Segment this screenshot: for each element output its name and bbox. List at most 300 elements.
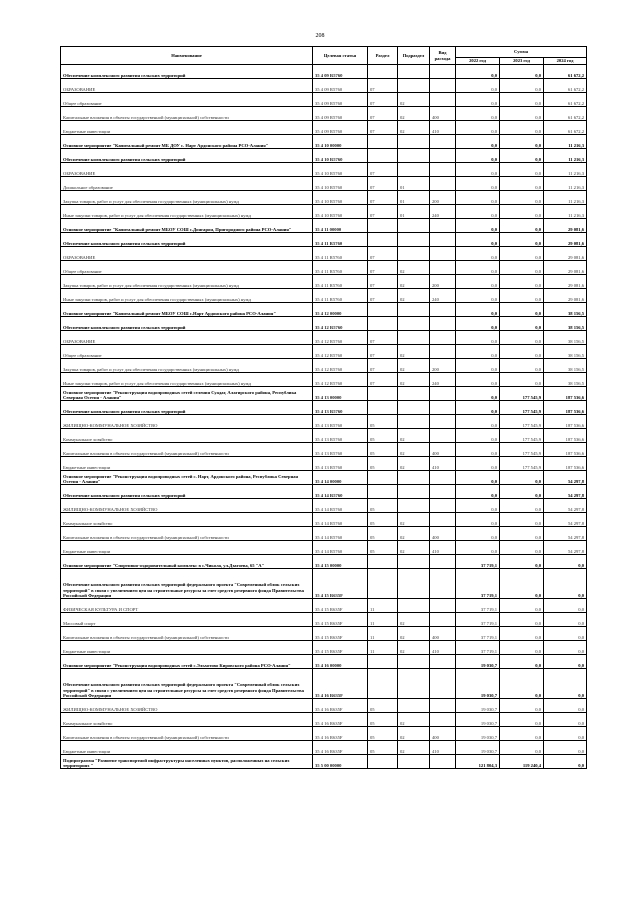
row-2022: 0,0: [456, 177, 500, 191]
row-2022: 0,0: [456, 303, 500, 317]
row-expense-type: [430, 429, 456, 443]
table-row: [61, 79, 587, 93]
row-expense-type: [430, 669, 456, 699]
row-name: Обеспечение комплексного развития сельских территорий федерального проекта "Современный облик сельских территорий" в связи с увеличением цен на строительные ресурсы за счет средств резервного фонда Правительства Российской Федерации: [61, 669, 313, 699]
row-expense-type: 200: [430, 359, 456, 373]
row-2022: 0,0: [456, 135, 500, 149]
row-name: Общее образование: [61, 261, 313, 275]
row-2023: 0,0: [500, 233, 544, 247]
row-section: 07: [368, 93, 398, 107]
table-row: [61, 331, 587, 345]
row-expense-type: 400: [430, 443, 456, 457]
table-row: [61, 191, 587, 205]
table-row: [61, 499, 587, 513]
row-name: Закупка товаров, работ и услуг для обеспечения государственных (муниципальных) нужд: [61, 275, 313, 289]
row-section: [368, 669, 398, 699]
row-section: [368, 317, 398, 331]
row-target: 35 4 09 R5760: [313, 107, 368, 121]
row-2023: 0,0: [500, 163, 544, 177]
row-2024: 61 672,2: [544, 107, 587, 121]
row-target: 35 4 11 R5760: [313, 247, 368, 261]
table-row: [61, 121, 587, 135]
row-2023: 0,0: [500, 331, 544, 345]
row-target: 35 4 09 R5760: [313, 121, 368, 135]
table-row: [61, 641, 587, 655]
row-2023: 0,0: [500, 177, 544, 191]
row-subsection: [398, 135, 430, 149]
row-name: Обеспечение комплексного развития сельских территорий: [61, 65, 313, 79]
row-name: Бюджетные инвестиции: [61, 457, 313, 471]
row-target: 35 4 10 R5760: [313, 163, 368, 177]
row-subsection: 02: [398, 275, 430, 289]
row-section: 05: [368, 713, 398, 727]
row-2022: 121 804,3: [456, 755, 500, 769]
row-name: Массовый спорт: [61, 613, 313, 627]
row-target: 35 4 13 00000: [313, 387, 368, 401]
row-expense-type: [430, 499, 456, 513]
row-section: 11: [368, 599, 398, 613]
row-expense-type: [430, 485, 456, 499]
row-2024: 0,0: [544, 613, 587, 627]
row-2024: 187 536,6: [544, 387, 587, 401]
row-name: Капитальные вложения в объекты государственной (муниципальной) собственности: [61, 627, 313, 641]
row-subsection: [398, 655, 430, 669]
row-2024: 38 156,5: [544, 345, 587, 359]
row-name: ОБРАЗОВАНИЕ: [61, 79, 313, 93]
row-expense-type: [430, 471, 456, 485]
table-row: [61, 655, 587, 669]
table-row: [61, 727, 587, 741]
row-expense-type: [430, 65, 456, 79]
row-subsection: [398, 387, 430, 401]
row-2024: 38 156,5: [544, 359, 587, 373]
row-expense-type: [430, 699, 456, 713]
row-2024: 54 297,8: [544, 527, 587, 541]
row-section: [368, 219, 398, 233]
row-2023: 0,0: [500, 247, 544, 261]
row-2024: 61 672,2: [544, 93, 587, 107]
row-2023: 0,0: [500, 79, 544, 93]
row-expense-type: [430, 149, 456, 163]
table-row: [61, 135, 587, 149]
table-row: [61, 289, 587, 303]
row-2022: 0,0: [456, 163, 500, 177]
row-2022: 0,0: [456, 345, 500, 359]
row-expense-type: [430, 247, 456, 261]
row-subsection: [398, 317, 430, 331]
row-expense-type: [430, 513, 456, 527]
table-row: [61, 471, 587, 485]
row-expense-type: 410: [430, 541, 456, 555]
row-2022: 0,0: [456, 457, 500, 471]
row-section: [368, 401, 398, 415]
row-name: Коммунальное хозяйство: [61, 713, 313, 727]
table-row: [61, 107, 587, 121]
row-2024: 61 672,2: [544, 65, 587, 79]
row-2023: 0,0: [500, 699, 544, 713]
row-2023: 0,0: [500, 317, 544, 331]
row-target: 35 4 11 R5760: [313, 261, 368, 275]
row-section: [368, 303, 398, 317]
row-target: 35 5 00 00000: [313, 755, 368, 769]
row-expense-type: [430, 415, 456, 429]
row-target: 35 4 10 R5760: [313, 177, 368, 191]
row-target: 35 4 13 R5760: [313, 401, 368, 415]
row-2024: 38 156,5: [544, 303, 587, 317]
table-row: [61, 569, 587, 599]
row-section: [368, 233, 398, 247]
row-section: 07: [368, 205, 398, 219]
row-expense-type: [430, 713, 456, 727]
row-target: 35 4 14 R5760: [313, 527, 368, 541]
row-section: 07: [368, 289, 398, 303]
row-name: ЖИЛИЩНО-КОММУНАЛЬНОЕ ХОЗЯЙСТВО: [61, 699, 313, 713]
row-subsection: [398, 65, 430, 79]
row-2024: 0,0: [544, 599, 587, 613]
budget-table: [60, 46, 587, 769]
row-expense-type: 400: [430, 527, 456, 541]
row-target: 35 4 14 R5760: [313, 541, 368, 555]
row-section: 07: [368, 331, 398, 345]
row-section: 07: [368, 345, 398, 359]
table-row: [61, 177, 587, 191]
row-section: [368, 387, 398, 401]
row-subsection: [398, 599, 430, 613]
row-2023: 0,0: [500, 205, 544, 219]
row-section: 05: [368, 699, 398, 713]
row-expense-type: 240: [430, 205, 456, 219]
row-2023: 0,0: [500, 527, 544, 541]
row-expense-type: 410: [430, 121, 456, 135]
row-2024: 11 216,3: [544, 163, 587, 177]
row-target: 35 4 10 00000: [313, 135, 368, 149]
row-subsection: 02: [398, 613, 430, 627]
row-2022: 0,0: [456, 233, 500, 247]
row-expense-type: [430, 401, 456, 415]
row-expense-type: 410: [430, 457, 456, 471]
row-name: Иные закупки товаров, работ и услуг для обеспечения государственных (муниципальных) нужд: [61, 373, 313, 387]
header-section: Раздел: [368, 47, 398, 65]
row-subsection: [398, 331, 430, 345]
row-section: 07: [368, 191, 398, 205]
row-subsection: [398, 499, 430, 513]
row-2023: 177 545,9: [500, 387, 544, 401]
table-row: [61, 303, 587, 317]
row-2023: 0,0: [500, 727, 544, 741]
row-target: 35 4 14 R5760: [313, 513, 368, 527]
row-section: 07: [368, 359, 398, 373]
table-row: [61, 163, 587, 177]
row-expense-type: 400: [430, 107, 456, 121]
row-2022: 37 719,1: [456, 599, 500, 613]
row-subsection: 02: [398, 93, 430, 107]
row-subsection: 01: [398, 191, 430, 205]
row-2022: 0,0: [456, 429, 500, 443]
row-subsection: [398, 163, 430, 177]
row-2022: 37 719,1: [456, 569, 500, 599]
header-name: Наименование: [61, 47, 313, 65]
row-expense-type: [430, 345, 456, 359]
row-2022: 19 030,7: [456, 655, 500, 669]
header-2023: 2023 год: [500, 58, 544, 65]
row-2023: 0,0: [500, 485, 544, 499]
row-2023: 177 545,9: [500, 443, 544, 457]
row-subsection: [398, 149, 430, 163]
row-target: 35 4 12 R5760: [313, 359, 368, 373]
row-2024: 0,0: [544, 627, 587, 641]
row-subsection: [398, 755, 430, 769]
row-2024: 54 297,8: [544, 471, 587, 485]
row-section: [368, 555, 398, 569]
row-2023: 0,0: [500, 713, 544, 727]
row-target: 35 4 14 00000: [313, 471, 368, 485]
row-2022: 0,0: [456, 513, 500, 527]
row-section: 05: [368, 527, 398, 541]
row-target: 35 4 12 R5760: [313, 373, 368, 387]
row-target: 35 4 11 00000: [313, 219, 368, 233]
row-subsection: 01: [398, 177, 430, 191]
row-name: Капитальные вложения в объекты государственной (муниципальной) собственности: [61, 443, 313, 457]
row-target: 35 4 11 R5760: [313, 289, 368, 303]
row-subsection: 02: [398, 107, 430, 121]
row-2022: 0,0: [456, 191, 500, 205]
table-row: [61, 359, 587, 373]
row-2023: 0,0: [500, 471, 544, 485]
row-2022: 0,0: [456, 359, 500, 373]
row-2024: 54 297,8: [544, 513, 587, 527]
row-2024: 54 297,8: [544, 485, 587, 499]
table-row: [61, 669, 587, 699]
row-name: Обеспечение комплексного развития сельских территорий: [61, 401, 313, 415]
row-2023: 0,0: [500, 599, 544, 613]
row-subsection: [398, 555, 430, 569]
row-target: 35 4 16 R635F: [313, 713, 368, 727]
row-section: 07: [368, 107, 398, 121]
row-2023: 0,0: [500, 359, 544, 373]
row-subsection: 02: [398, 641, 430, 655]
row-subsection: [398, 401, 430, 415]
table-row: [61, 93, 587, 107]
row-2023: 0,0: [500, 303, 544, 317]
row-2022: 0,0: [456, 107, 500, 121]
table-row: [61, 741, 587, 755]
row-section: [368, 135, 398, 149]
row-section: 05: [368, 415, 398, 429]
row-subsection: [398, 219, 430, 233]
row-section: 11: [368, 627, 398, 641]
row-subsection: 02: [398, 727, 430, 741]
row-section: [368, 149, 398, 163]
header-2024: 2024 год: [544, 58, 587, 65]
table-row: [61, 699, 587, 713]
row-expense-type: [430, 79, 456, 93]
row-subsection: [398, 669, 430, 699]
table-row: [61, 755, 587, 769]
row-2023: 177 545,9: [500, 457, 544, 471]
row-2023: 0,0: [500, 93, 544, 107]
row-target: 35 4 16 R635F: [313, 741, 368, 755]
row-2023: 0,0: [500, 655, 544, 669]
row-2022: 19 030,7: [456, 669, 500, 699]
row-name: Основное мероприятие "Спортивно-оздоровительный комплекс в с.Чикола, ул.Дзагоева, 65 "А": [61, 555, 313, 569]
row-name: ОБРАЗОВАНИЕ: [61, 247, 313, 261]
row-2022: 0,0: [456, 79, 500, 93]
row-expense-type: [430, 93, 456, 107]
row-subsection: [398, 471, 430, 485]
row-2024: 0,0: [544, 641, 587, 655]
row-subsection: [398, 233, 430, 247]
row-section: [368, 65, 398, 79]
row-expense-type: [430, 755, 456, 769]
row-2022: 37 719,1: [456, 627, 500, 641]
row-2024: 29 081,6: [544, 275, 587, 289]
row-2022: 0,0: [456, 331, 500, 345]
row-name: Основное мероприятие "Капитальный ремонт МБОУ СОШ с.Донгарон, Пригородного района РСО-Алания": [61, 219, 313, 233]
row-expense-type: [430, 613, 456, 627]
row-name: Бюджетные инвестиции: [61, 121, 313, 135]
row-target: 35 4 15 R635F: [313, 627, 368, 641]
table-row: [61, 373, 587, 387]
table-row: [61, 275, 587, 289]
row-subsection: 02: [398, 741, 430, 755]
row-2023: 0,0: [500, 107, 544, 121]
row-name: Обеспечение комплексного развития сельских территорий: [61, 485, 313, 499]
row-2022: 0,0: [456, 317, 500, 331]
table-row: [61, 627, 587, 641]
row-target: 35 4 11 R5760: [313, 233, 368, 247]
row-2024: 61 672,2: [544, 79, 587, 93]
row-subsection: 01: [398, 205, 430, 219]
row-target: 35 4 09 R5760: [313, 65, 368, 79]
row-target: 35 4 16 R635F: [313, 727, 368, 741]
row-target: 35 4 12 R5760: [313, 345, 368, 359]
row-expense-type: [430, 331, 456, 345]
row-section: 05: [368, 429, 398, 443]
row-name: Капитальные вложения в объекты государственной (муниципальной) собственности: [61, 527, 313, 541]
row-2023: 0,0: [500, 669, 544, 699]
row-subsection: 02: [398, 261, 430, 275]
row-2024: 61 672,2: [544, 121, 587, 135]
row-section: [368, 569, 398, 599]
row-subsection: 02: [398, 513, 430, 527]
row-2022: 0,0: [456, 275, 500, 289]
row-2024: 29 081,6: [544, 233, 587, 247]
row-target: 35 4 15 R635F: [313, 569, 368, 599]
row-section: 05: [368, 741, 398, 755]
row-expense-type: [430, 555, 456, 569]
row-target: 35 4 15 R635F: [313, 599, 368, 613]
row-section: 05: [368, 499, 398, 513]
row-expense-type: [430, 599, 456, 613]
row-target: 35 4 10 R5760: [313, 191, 368, 205]
row-2022: 0,0: [456, 373, 500, 387]
row-2024: 187 536,6: [544, 443, 587, 457]
row-2024: 0,0: [544, 555, 587, 569]
row-2023: 0,0: [500, 373, 544, 387]
row-expense-type: 410: [430, 741, 456, 755]
table-row: [61, 261, 587, 275]
row-expense-type: 400: [430, 727, 456, 741]
row-section: 11: [368, 613, 398, 627]
row-target: 35 4 09 R5760: [313, 93, 368, 107]
row-subsection: 02: [398, 527, 430, 541]
row-2024: 11 216,3: [544, 135, 587, 149]
row-2022: 0,0: [456, 527, 500, 541]
row-2024: 0,0: [544, 741, 587, 755]
row-subsection: 02: [398, 457, 430, 471]
row-2023: 177 545,9: [500, 429, 544, 443]
row-name: Обеспечение комплексного развития сельских территорий: [61, 233, 313, 247]
row-subsection: [398, 415, 430, 429]
row-2024: 54 297,8: [544, 499, 587, 513]
row-subsection: 02: [398, 713, 430, 727]
table-row: [61, 555, 587, 569]
row-name: Коммунальное хозяйство: [61, 429, 313, 443]
row-section: 05: [368, 443, 398, 457]
row-section: 07: [368, 247, 398, 261]
row-2023: 0,0: [500, 289, 544, 303]
row-2024: 0,0: [544, 727, 587, 741]
row-2022: 37 719,1: [456, 613, 500, 627]
row-target: 35 4 09 R5760: [313, 79, 368, 93]
row-section: 07: [368, 163, 398, 177]
row-target: 35 4 15 00000: [313, 555, 368, 569]
header-target: Целевая статья: [313, 47, 368, 65]
row-2023: 0,0: [500, 641, 544, 655]
row-2023: 0,0: [500, 499, 544, 513]
row-target: 35 4 13 R5760: [313, 443, 368, 457]
table-row: [61, 149, 587, 163]
row-2022: 0,0: [456, 415, 500, 429]
row-name: ЖИЛИЩНО-КОММУНАЛЬНОЕ ХОЗЯЙСТВО: [61, 499, 313, 513]
row-expense-type: [430, 655, 456, 669]
row-2023: 0,0: [500, 741, 544, 755]
row-2022: 37 719,1: [456, 555, 500, 569]
row-2022: 19 030,7: [456, 727, 500, 741]
row-2024: 54 297,8: [544, 541, 587, 555]
header-2022: 2022 год: [456, 58, 500, 65]
row-2024: 0,0: [544, 755, 587, 769]
row-name: Коммунальное хозяйство: [61, 513, 313, 527]
row-subsection: 02: [398, 541, 430, 555]
table-row: [61, 317, 587, 331]
row-name: Обеспечение комплексного развития сельских территорий: [61, 149, 313, 163]
row-2023: 0,0: [500, 569, 544, 599]
row-target: 35 4 13 R5760: [313, 415, 368, 429]
row-2023: 0,0: [500, 627, 544, 641]
row-section: 05: [368, 727, 398, 741]
table-row: [61, 457, 587, 471]
row-section: [368, 655, 398, 669]
row-section: 11: [368, 641, 398, 655]
row-2022: 37 719,1: [456, 641, 500, 655]
table-row: [61, 541, 587, 555]
row-2022: 19 030,7: [456, 699, 500, 713]
row-name: Основное мероприятие "Реконструкция водопроводных сетей с. Нарт, Ардонского района, Республика Северная Осетия - Алания": [61, 471, 313, 485]
row-section: 05: [368, 541, 398, 555]
row-2022: 0,0: [456, 121, 500, 135]
row-2023: 0,0: [500, 219, 544, 233]
row-2023: 0,0: [500, 191, 544, 205]
row-2023: 177 545,9: [500, 415, 544, 429]
row-name: Бюджетные инвестиции: [61, 541, 313, 555]
row-2022: 0,0: [456, 65, 500, 79]
row-2024: 38 156,5: [544, 331, 587, 345]
row-2024: 38 156,5: [544, 317, 587, 331]
row-name: Основное мероприятие "Капитальный ремонт МБ ДОУ с. Нарт Ардонского района РСО-Алания": [61, 135, 313, 149]
row-subsection: 02: [398, 289, 430, 303]
row-2023: 0,0: [500, 275, 544, 289]
